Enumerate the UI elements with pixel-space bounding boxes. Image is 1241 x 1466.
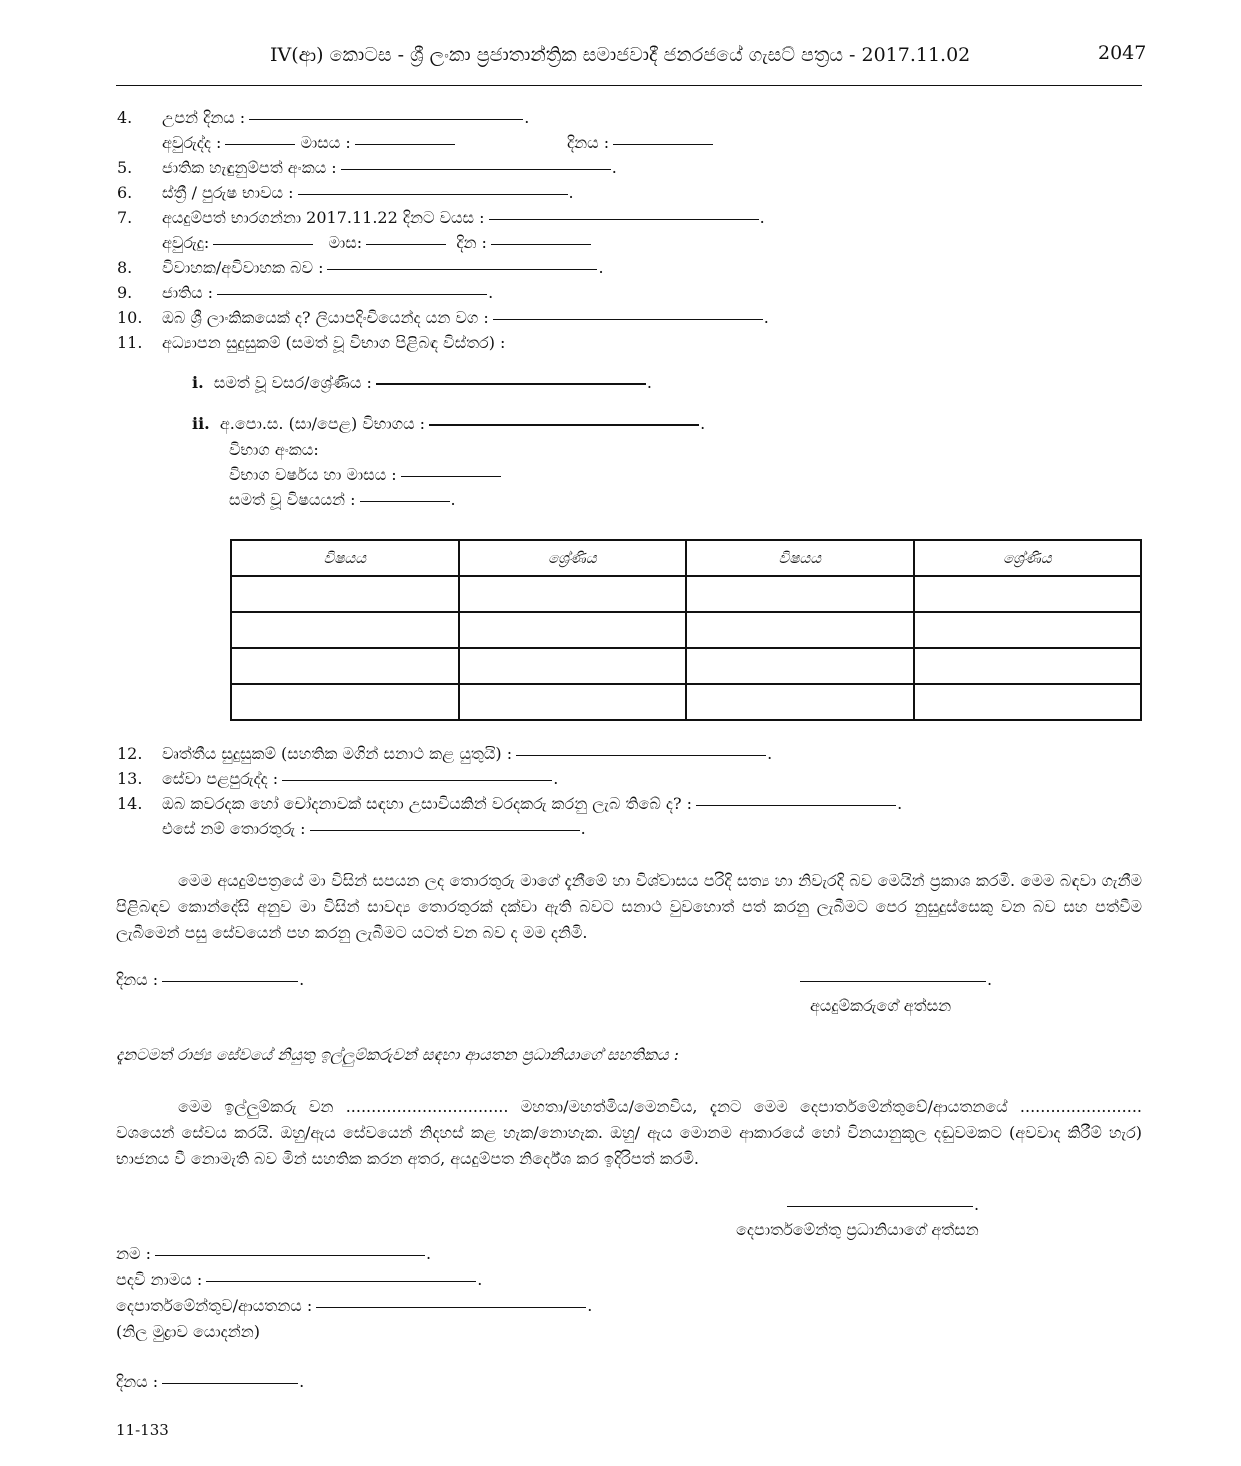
- table-cell[interactable]: [686, 648, 914, 684]
- fill-line[interactable]: [366, 243, 446, 245]
- item-number: 10.: [117, 308, 143, 327]
- table-row: [231, 612, 1141, 648]
- fill-line[interactable]: [787, 1205, 973, 1207]
- section-education: අධ්‍යාපන සුදුසුකම් (සමත් වූ විභාග පිළිබඳ විස්තර) :: [162, 333, 506, 352]
- fill-line[interactable]: [429, 423, 699, 426]
- stamp-note: (නිල මුද්‍රාව යොදන්න): [116, 1322, 260, 1341]
- field-label: නම: [116, 1244, 141, 1263]
- fill-line[interactable]: [800, 980, 986, 982]
- field-row-exam-year: විභාග වර්ෂය හා මාසය :: [229, 465, 501, 485]
- fill-line[interactable]: [298, 193, 568, 195]
- fill-line[interactable]: [489, 218, 759, 220]
- field-row-age: අයදුම්පත් භාරගන්නා 2017.11.22 දිනට වයස : .: [162, 208, 765, 227]
- fill-line[interactable]: [696, 804, 896, 806]
- field-row-dob-day: දිනය :: [567, 133, 713, 153]
- field-label: අධ්‍යාපන සුදුසුකම් (සමත් වූ විභාග පිළිබඳ විස්තර): [162, 333, 495, 352]
- table-cell[interactable]: [914, 684, 1142, 720]
- item-number: 8.: [117, 258, 133, 277]
- field-label: සේවා පළපුරුද්ද: [162, 769, 268, 788]
- field-label: දිනය: [116, 1372, 148, 1391]
- table-cell[interactable]: [231, 612, 459, 648]
- field-label: ජාතික හැඳුනුම්පත් අංකය: [162, 158, 327, 177]
- field-label: අවුරුද්ද: [162, 133, 211, 152]
- table-cell[interactable]: [231, 576, 459, 612]
- column-header: ශ්‍රේණිය: [914, 540, 1142, 576]
- table-cell[interactable]: [686, 576, 914, 612]
- table-header-row: [231, 540, 1141, 576]
- item-number: 5.: [117, 158, 133, 177]
- header-rule: [116, 85, 1142, 86]
- table-cell[interactable]: [231, 684, 459, 720]
- item-number: 7.: [117, 208, 133, 227]
- table-cell[interactable]: [459, 684, 687, 720]
- column-header: විෂයය: [686, 540, 914, 576]
- footer-code: 11-133: [116, 1421, 169, 1439]
- field-label: දෙපාර්තමේන්තුව/ආයතනය: [116, 1296, 302, 1315]
- field-row-exam-no: විභාග අංකය:: [229, 440, 319, 459]
- table-cell[interactable]: [686, 612, 914, 648]
- fill-line[interactable]: [341, 168, 611, 170]
- fill-line[interactable]: [213, 243, 313, 245]
- gazette-header-title: IV(ආ) කොටස - ශ්‍රී ලංකා ප්‍රජාතාන්ත්‍රික සමාජවාදී ජනරජයේ ගැසට් පත්‍රය - 2017.11.02: [270, 44, 971, 66]
- field-label: අ.පො.ස. (සා/පෙළ) විභාගය: [219, 414, 415, 433]
- item-number: 12.: [117, 744, 143, 763]
- field-row-nationality: ජාතිය : .: [162, 283, 494, 302]
- table-cell[interactable]: [914, 648, 1142, 684]
- field-row-if-so: එසේ නම් තොරතුරු : .: [162, 819, 586, 838]
- field-row-gender: ස්ත්‍රී / පුරුෂ භාවය : .: [162, 183, 574, 202]
- field-row-ol-exam: ii. අ.පො.ස. (සා/පෙළ) විභාගය : .: [192, 414, 706, 433]
- field-label: වෘත්තීය සුදුසුකම් (සහතික මගින් සනාථ කළ යුතුයි): [162, 744, 502, 763]
- fill-line[interactable]: [225, 143, 295, 145]
- field-label: සමත් වූ විෂයයන්: [229, 490, 346, 509]
- item-number: 14.: [117, 794, 143, 813]
- fill-line[interactable]: [206, 1280, 476, 1282]
- item-number: 13.: [117, 769, 143, 788]
- field-row-department: දෙපාර්තමේන්තුව/ආයතනය : .: [116, 1296, 593, 1315]
- certificate-paragraph: මෙම ඉල්ලුම්කරු වන ................................ මහතා/මහත්මිය/මෙනවිය, දැනට මෙම දෙපාර්තමේන්තුවේ/ආයතනයේ ........................ වශයෙන් සේවය කරයි. ඔහු/ඇය සේවයෙන් නිදහස් කළ හැක/නොහැක. ඔහු/ ඇය මොනම ආකාරයේ හෝ විනයානුකූල දඬුවමකට (අවවාද කිරීම් හැර) භාජනය වී නොමැති බව මින් සහතික කරන අතර, අයදුම්පත නිර්දේශ කර ඉදිරිපත් කරමි.: [116, 1097, 1142, 1168]
- table-row: [231, 684, 1141, 720]
- field-row-nic: ජාතික හැඳුනුම්පත් අංකය : .: [162, 158, 617, 177]
- fill-line[interactable]: [249, 118, 523, 120]
- fill-line[interactable]: [491, 243, 591, 245]
- field-label: දිනය: [116, 970, 148, 989]
- table-cell[interactable]: [459, 612, 687, 648]
- field-label: දිනය: [567, 133, 599, 152]
- field-label: අවුරුදු: [162, 233, 204, 252]
- head-signature-label: දෙපාර්තමේන්තු ප්‍රධානියාගේ අත්සන: [736, 1220, 979, 1239]
- field-row-name: නම : .: [116, 1244, 432, 1263]
- fill-line[interactable]: [360, 500, 450, 502]
- column-header: ශ්‍රේණිය: [459, 540, 687, 576]
- declaration-paragraph: මෙම අයදුම්පත්‍රයේ මා විසින් සපයන ලද තොරතුරු මාගේ දැනීමේ හා විශ්වාසය පරිදි සත්‍ය හා නිවැරදි බව මෙයින් ප්‍රකාශ කරමි. මෙම බඳවා ගැනීම පිළිබඳව කොන්දේසි අනුව මා විසින් සාවද්‍ය තොරතුරක් දක්වා ඇති බවට සනාථ වුවහොත් පත් කරනු ලැබීමට පෙර නුසුදුස්සෙකු වන බව සහ පත්වීම ලැබීමෙන් පසු සේවයෙන් පහ කරනු ලැබීමට යටත් වන බව ද මම දනිමි.: [116, 871, 1142, 942]
- applicant-signature-line: .: [800, 970, 992, 989]
- field-label: ස්ත්‍රී / පුරුෂ භාවය: [162, 183, 284, 202]
- field-row-experience: සේවා පළපුරුද්ද : .: [162, 769, 559, 788]
- fill-line[interactable]: [493, 318, 763, 320]
- field-label: මාසය: [300, 133, 341, 152]
- field-row-age-parts: අවුරුදු: මාස: දින :: [162, 233, 591, 253]
- fill-line[interactable]: [376, 382, 646, 385]
- field-row-professional: වෘත්තීය සුදුසුකම් (සහතික මගින් සනාථ කළ යුතුයි) : .: [162, 744, 773, 763]
- fill-line[interactable]: [282, 779, 552, 781]
- sub-number: ii.: [192, 414, 210, 433]
- field-label: ඔබ කවරදක හෝ චෝදනාවක් සඳහා උසාවියකින් වරදකරු කරනු ලැබ තිබේ ද?: [162, 794, 682, 813]
- table-cell[interactable]: [914, 612, 1142, 648]
- item-number: 6.: [117, 183, 133, 202]
- item-number: 4.: [117, 108, 133, 127]
- table-row: [231, 648, 1141, 684]
- head-signature-line: .: [787, 1195, 979, 1214]
- field-label: උපන් දිනය: [162, 108, 235, 127]
- field-row-dob: උපන් දිනය : .: [162, 108, 530, 127]
- field-row-convictions: ඔබ කවරදක හෝ චෝදනාවක් සඳහා උසාවියකින් වරදකරු කරනු ලැබ තිබේ ද? : .: [162, 794, 903, 813]
- field-row-citizenship: ඔබ ශ්‍රී ලාංකිකයෙක් ද? ලියාපදිංචියෙන්ද යන වග : .: [162, 308, 769, 327]
- fill-line[interactable]: [162, 980, 298, 982]
- column-header: විෂයය: [231, 540, 459, 576]
- grades-table: [230, 539, 1142, 721]
- field-label: විභාග අංකය: [229, 440, 314, 459]
- field-row-year-grade: i. සමත් වූ වසර/ශ්‍රේණිය : .: [192, 373, 652, 392]
- field-label: විභාග වර්ෂය හා මාසය: [229, 465, 387, 484]
- table-cell[interactable]: [686, 684, 914, 720]
- sub-number: i.: [192, 373, 204, 392]
- field-label: මාස: [328, 233, 357, 252]
- fill-line[interactable]: [327, 268, 597, 270]
- table-cell[interactable]: [231, 648, 459, 684]
- field-label: අයදුම්පත් භාරගන්නා 2017.11.22 දිනට වයස: [162, 208, 475, 227]
- field-label: විවාහක/අවිවාහක බව: [162, 258, 313, 277]
- fill-line[interactable]: [162, 1382, 298, 1384]
- item-number: 11.: [117, 333, 143, 352]
- fill-line[interactable]: [316, 1306, 586, 1308]
- field-row-head-date: දිනය : .: [116, 1372, 305, 1391]
- field-label: පදවි නාමය: [116, 1270, 192, 1289]
- field-row-subjects: සමත් වූ විෂයයන් : .: [229, 490, 456, 509]
- field-row-dob-parts: අවුරුද්ද : මාසය :: [162, 133, 455, 153]
- fill-line[interactable]: [310, 829, 580, 831]
- page-number: 2047: [1098, 42, 1147, 64]
- applicant-signature-label: අයදුම්කරුගේ අත්සන: [810, 996, 952, 1015]
- table-row: [231, 576, 1141, 612]
- table-cell[interactable]: [914, 576, 1142, 612]
- fill-line[interactable]: [155, 1254, 425, 1256]
- certificate-heading: දැනටමත් රාජ්‍ය සේවයේ නියුතු ඉල්ලුම්කරුවන් සඳහා ආයතන ප්‍රධානියාගේ සහතිකය :: [116, 1045, 679, 1064]
- field-label: දින: [456, 233, 477, 252]
- field-row-designation: පදවි නාමය : .: [116, 1270, 483, 1289]
- fill-line[interactable]: [355, 143, 455, 145]
- applicant-date-row: දිනය : .: [116, 970, 305, 989]
- field-label: එසේ නම් තොරතුරු: [162, 819, 296, 838]
- fill-line[interactable]: [613, 143, 713, 145]
- field-row-marital: විවාහක/අවිවාහක බව : .: [162, 258, 604, 277]
- field-label: ඔබ ශ්‍රී ලාංකිකයෙක් ද? ලියාපදිංචියෙන්ද යන වග: [162, 308, 479, 327]
- fill-line[interactable]: [516, 754, 766, 756]
- table-cell[interactable]: [459, 648, 687, 684]
- fill-line[interactable]: [401, 475, 501, 477]
- table-cell[interactable]: [459, 576, 687, 612]
- fill-line[interactable]: [217, 293, 487, 295]
- field-label: සමත් වූ වසර/ශ්‍රේණිය: [213, 373, 362, 392]
- item-number: 9.: [117, 283, 133, 302]
- field-label: ජාතිය: [162, 283, 203, 302]
